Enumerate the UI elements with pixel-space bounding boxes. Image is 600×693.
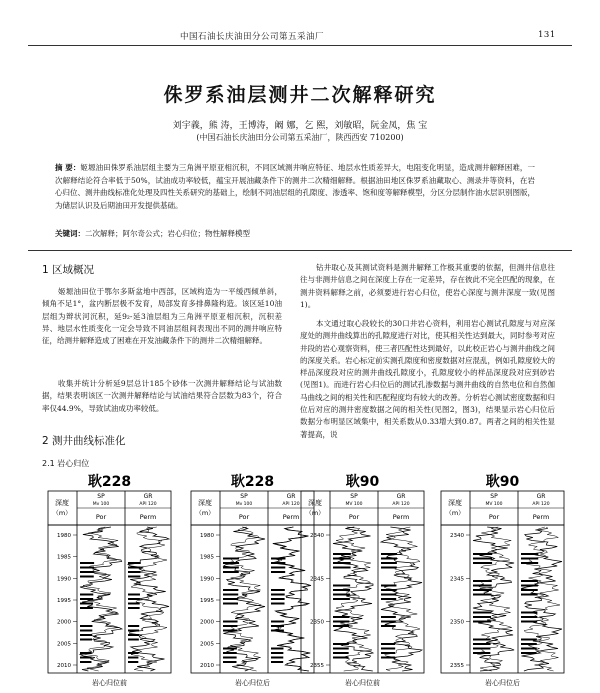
keywords-label: 关键词：	[55, 229, 85, 238]
depth-tick-label: 1980	[57, 533, 71, 539]
core-sample-bar	[223, 562, 239, 564]
gr-curve-range: API 120	[282, 502, 300, 507]
core-sample-bar	[473, 612, 491, 614]
core-sample-bar	[271, 657, 283, 659]
figure-caption: 岩心归位前	[92, 679, 127, 687]
core-sample-bar	[473, 553, 492, 555]
permeability-label: Perm	[282, 513, 300, 521]
core-sample-bar	[223, 648, 237, 650]
figure-caption: 岩心归位后	[235, 679, 270, 687]
depth-tick-label: 2000	[57, 619, 71, 626]
porosity-label: Por	[488, 513, 500, 521]
core-sample-bar	[473, 589, 492, 591]
well-log-svg	[47, 473, 172, 688]
core-sample-bar	[128, 576, 140, 578]
core-sample-bar	[473, 648, 490, 650]
core-sample-bar	[80, 598, 93, 600]
core-sample-bar	[333, 562, 351, 564]
core-sample-bar	[333, 567, 351, 569]
depth-tick-label: 1985	[200, 554, 214, 561]
core-sample-bar	[521, 580, 538, 582]
core-sample-bar	[333, 648, 349, 650]
core-sample-bar	[271, 567, 285, 569]
core-sample-bar	[223, 630, 237, 632]
core-sample-bar	[473, 639, 491, 641]
core-sample-bar	[381, 553, 397, 555]
gr-curve-range: API 120	[532, 502, 550, 507]
well-log-svg	[190, 473, 315, 688]
core-sample-bar	[223, 594, 238, 596]
core-sample-bar	[128, 639, 139, 641]
core-depth-figure	[440, 473, 565, 688]
abstract-text: 姬塬油田侏罗系油层组主要为三角洲平原亚相沉积，不同区域测井响应特征、地层水性质差异大，电阻变化明显，造成测井解释困难，一次解释结论符合率低于50%，试油成功率较低，蕴宝开展油藏条件下的测井二次精细解释。根据油田地区侏罗系油藏取心、测录井等资料，在岩心归位、测井曲线标准化处理及四性关系研究的基础上，绘制不同油层组的孔隙度、渗透率、饱和度等解释模型，分区分层制作油水层识别图版，为储层认识及后期油田开发提供基础。	[55, 163, 535, 210]
core-sample-bar	[521, 639, 537, 641]
permeability-label: Perm	[532, 513, 550, 521]
gr-curve-range: API 120	[392, 502, 410, 507]
core-sample-bar	[80, 603, 93, 605]
core-sample-bar	[333, 558, 351, 560]
core-sample-bar	[128, 630, 139, 632]
core-depth-figure	[190, 473, 315, 688]
core-sample-bar	[128, 571, 140, 573]
core-sample-bar	[80, 634, 92, 636]
core-sample-bar	[128, 603, 140, 605]
section-1-paragraph-2: 收集并统计分析延9层总计185个砂体一次测井解释结论与试油数据，结果表明该区一次测井解释结论与试油结果符合层数为83个，符合率仅44.9%，导致试油成功率较低。	[42, 379, 282, 413]
core-sample-bar	[223, 589, 238, 591]
sp-curve-range: Mv 100	[92, 502, 110, 507]
core-sample-bar	[521, 621, 537, 623]
core-sample-bar	[271, 621, 284, 623]
gr-curve-label: GR	[536, 493, 546, 500]
sp-curve-range: Mv 100	[235, 502, 253, 507]
core-sample-bar	[223, 652, 237, 654]
section-1-title: 1 区域概况	[42, 264, 95, 276]
depth-unit: （m）	[52, 509, 72, 517]
right-paragraph-1: 钻井取心及其测试资料是测井解释工作极其重要的依据，但测井信息往往与非测井信息之间在深度上存在一定差异，存在彼此不完全匹配的现象，在测井资料解释之前，必须要进行岩心归位，使岩心深度与测井深度一致(见图1)。	[300, 263, 555, 309]
core-sample-bar	[381, 598, 396, 600]
gr-curve-label: GR	[396, 493, 406, 500]
core-sample-bar	[128, 567, 141, 569]
gr-curve-label: GR	[286, 493, 296, 500]
core-sample-bar	[271, 630, 284, 632]
core-sample-bar	[80, 657, 92, 659]
depth-tick-label: 1990	[57, 576, 71, 583]
core-sample-bar	[223, 657, 237, 659]
core-sample-bar	[521, 589, 538, 591]
core-sample-bar	[473, 621, 491, 623]
section-2-title: 2 测井曲线标准化	[42, 435, 126, 447]
sp-curve-range: MV 100	[345, 502, 363, 507]
permeability-label: Perm	[139, 513, 157, 521]
depth-tick-label: 1980	[200, 533, 214, 539]
header-rule	[28, 45, 572, 46]
running-header: 中国石油长庆油田分公司第五采油厂	[180, 32, 325, 42]
depth-unit: （m）	[195, 509, 215, 517]
core-depth-figure	[300, 473, 425, 688]
depth-tick-label: 2005	[57, 641, 71, 648]
core-sample-bar	[128, 657, 138, 659]
depth-tick-label: 2350	[450, 619, 464, 626]
core-sample-bar	[521, 616, 537, 618]
core-sample-bar	[381, 625, 396, 627]
core-sample-bar	[128, 652, 139, 654]
core-sample-bar	[521, 553, 538, 555]
core-sample-bar	[223, 598, 238, 600]
core-sample-bar	[271, 652, 283, 654]
core-sample-bar	[80, 562, 94, 564]
well-log-svg	[440, 473, 565, 688]
core-sample-bar	[473, 652, 490, 654]
porosity-label: Por	[348, 513, 360, 521]
well-name: 耿228	[230, 474, 275, 490]
core-sample-bar	[381, 652, 395, 654]
depth-tick-label: 1990	[200, 576, 214, 583]
core-sample-bar	[333, 657, 349, 659]
core-sample-bar	[271, 571, 285, 573]
core-sample-bar	[223, 558, 239, 560]
core-sample-bar	[80, 567, 94, 569]
core-sample-bar	[271, 598, 285, 600]
core-sample-bar	[223, 625, 237, 627]
core-sample-bar	[333, 594, 350, 596]
core-sample-bar	[128, 634, 139, 636]
depth-unit: （m）	[445, 509, 465, 517]
well-name: 耿90	[345, 474, 380, 490]
core-sample-bar	[381, 567, 397, 569]
right-paragraph-2: 本文通过取心段较长的30口井岩心资料，利用岩心测试孔隙度与对应深度处的测井曲线算出的孔隙度进行对比，使其相关性达到最大，同时参考对应井段的岩心观察资料，使三者匹配性达到最好，以此校正岩心与测井曲线之间的深度关系。岩心标定前实测孔隙度和密度数据对应混乱，例如孔隙度较大的样品深度段对应的测井曲线孔隙度小，孔隙度较小的样品深度段对应到砂岩(见图1)。而进行岩心归位后的测试孔渗数据与测井曲线的自然电位和自然伽马曲线之间的相关性和匹配程度均有较大的改善。分析岩心测试密度数据和归位后对应的测井密度数据之间的相关性(见图2，图3)，结果显示岩心归位后数据分布明显区域集中，相关系数从0.33增大到0.87。两者之间的相关性显著提高，说	[300, 319, 555, 439]
core-sample-bar	[521, 562, 538, 564]
depth-header: 深度	[55, 499, 69, 507]
depth-tick-label: 1995	[57, 598, 71, 604]
well-name: 耿228	[87, 474, 132, 490]
core-sample-bar	[271, 558, 285, 560]
core-sample-bar	[381, 589, 396, 591]
sp-curve-label: SP	[97, 493, 105, 500]
depth-tick-label: 2355	[450, 663, 464, 669]
core-sample-bar	[80, 571, 94, 573]
core-sample-bar	[80, 652, 92, 654]
core-sample-bar	[271, 589, 285, 591]
core-sample-bar	[128, 661, 138, 663]
core-sample-bar	[223, 661, 237, 663]
core-sample-bar	[333, 625, 349, 627]
sp-curve-label: SP	[490, 493, 498, 500]
figure-caption: 岩心归位前	[345, 679, 380, 687]
depth-tick-label: 2350	[310, 619, 324, 626]
depth-unit: （m）	[305, 509, 325, 517]
core-sample-bar	[521, 652, 537, 654]
core-sample-bar	[381, 585, 396, 587]
core-sample-bar	[80, 607, 93, 609]
core-sample-bar	[223, 571, 239, 573]
core-sample-bar	[473, 585, 492, 587]
core-sample-bar	[80, 594, 93, 596]
core-sample-bar	[381, 594, 396, 596]
depth-tick-label: 2000	[200, 619, 214, 626]
core-sample-bar	[80, 625, 92, 627]
core-sample-bar	[333, 652, 349, 654]
depth-tick-label: 2340	[450, 533, 464, 539]
core-sample-bar	[223, 621, 238, 623]
depth-tick-label: 1995	[200, 598, 214, 604]
core-sample-bar	[80, 639, 92, 641]
core-sample-bar	[128, 598, 140, 600]
gr-curve-range: API 120	[139, 502, 157, 507]
core-sample-bar	[271, 661, 283, 663]
depth-tick-label: 2010	[57, 663, 71, 669]
core-sample-bar	[333, 616, 349, 618]
core-sample-bar	[271, 594, 285, 596]
core-sample-bar	[521, 648, 537, 650]
article-title: 侏罗系油层测井二次解释研究	[163, 84, 437, 106]
core-sample-bar	[333, 585, 350, 587]
depth-tick-label: 2355	[310, 663, 324, 669]
core-sample-bar	[381, 643, 395, 645]
depth-tick-label: 2345	[450, 576, 464, 583]
depth-tick-label: 1985	[57, 554, 71, 561]
core-sample-bar	[333, 589, 350, 591]
core-sample-bar	[223, 603, 238, 605]
core-sample-bar	[80, 630, 92, 632]
core-sample-bar	[521, 643, 537, 645]
core-sample-bar	[473, 580, 492, 582]
core-sample-bar	[128, 607, 140, 609]
core-sample-bar	[521, 558, 538, 560]
core-sample-bar	[333, 621, 349, 623]
well-name: 耿90	[485, 474, 520, 490]
core-sample-bar	[128, 625, 139, 627]
depth-tick-label: 2345	[310, 576, 324, 583]
sp-curve-range: MV 100	[485, 502, 503, 507]
depth-header: 深度	[448, 499, 462, 507]
core-sample-bar	[223, 567, 239, 569]
abstract	[55, 162, 535, 212]
section-1-paragraph-1: 姬塬油田位于鄂尔多斯盆地中西部，区域构造为一平缓西倾单斜，倾角不足1°，盆内断层极不发育，局部发育多排鼻隆构造。该区延10油层组为辫状河沉积，延9₂-延3油层组为三角洲平原亚相沉积，沉积差异、地层水性质变化一定会导致不同油层组间表现出不同的测井响应特征，给测井解释造成了困难在开发油藏条件下的测井二次精细解释。	[42, 287, 282, 346]
core-sample-bar	[521, 594, 538, 596]
figure-caption: 岩心归位后	[485, 679, 520, 687]
keywords-text: 二次解释；阿尔奇公式；岩心归位；物性解释模型	[85, 229, 250, 238]
core-sample-bar	[381, 648, 395, 650]
sp-curve-label: SP	[240, 493, 248, 500]
core-sample-bar	[333, 553, 351, 555]
well-log-svg	[300, 473, 425, 688]
depth-tick-label: 2010	[200, 663, 214, 669]
core-sample-bar	[473, 616, 491, 618]
authors: 刘宇義，熊 涛，王博涛，阚 娜，乞 熙，刘敏昭，阮金凤，焦 宝	[172, 121, 428, 131]
core-sample-bar	[473, 643, 491, 645]
gr-curve-label: GR	[143, 493, 153, 500]
core-sample-bar	[333, 643, 349, 645]
core-sample-bar	[381, 616, 396, 618]
permeability-label: Perm	[392, 513, 410, 521]
affiliation: (中国石油长庆油田分公司第五采油厂，陕西西安 710200)	[196, 133, 404, 142]
abstract-label: 摘 要：	[55, 163, 81, 172]
porosity-label: Por	[238, 513, 250, 521]
keywords	[55, 228, 535, 239]
depth-tick-label: 2005	[200, 641, 214, 648]
core-sample-bar	[271, 562, 285, 564]
subsection-2-1-title: 2.1 岩心归位	[42, 459, 90, 468]
depth-header: 深度	[198, 499, 212, 507]
core-sample-bar	[271, 625, 284, 627]
core-sample-bar	[473, 558, 492, 560]
core-sample-bar	[381, 558, 397, 560]
core-sample-bar	[521, 612, 537, 614]
core-depth-figure	[47, 473, 172, 688]
abstract-rule	[28, 250, 572, 251]
core-sample-bar	[271, 648, 283, 650]
depth-header: 深度	[308, 499, 322, 507]
core-sample-bar	[381, 562, 397, 564]
page-number: 131	[538, 30, 556, 40]
core-sample-bar	[521, 585, 538, 587]
core-sample-bar	[128, 594, 140, 596]
core-sample-bar	[333, 598, 350, 600]
core-sample-bar	[381, 657, 395, 659]
core-sample-bar	[473, 562, 492, 564]
core-sample-bar	[271, 603, 285, 605]
sp-curve-label: SP	[350, 493, 358, 500]
core-sample-bar	[128, 562, 141, 564]
core-sample-bar	[381, 621, 396, 623]
depth-tick-label: 2340	[310, 533, 324, 539]
core-sample-bar	[80, 576, 94, 578]
porosity-label: Por	[95, 513, 107, 521]
core-sample-bar	[80, 661, 91, 663]
core-sample-bar	[473, 594, 492, 596]
